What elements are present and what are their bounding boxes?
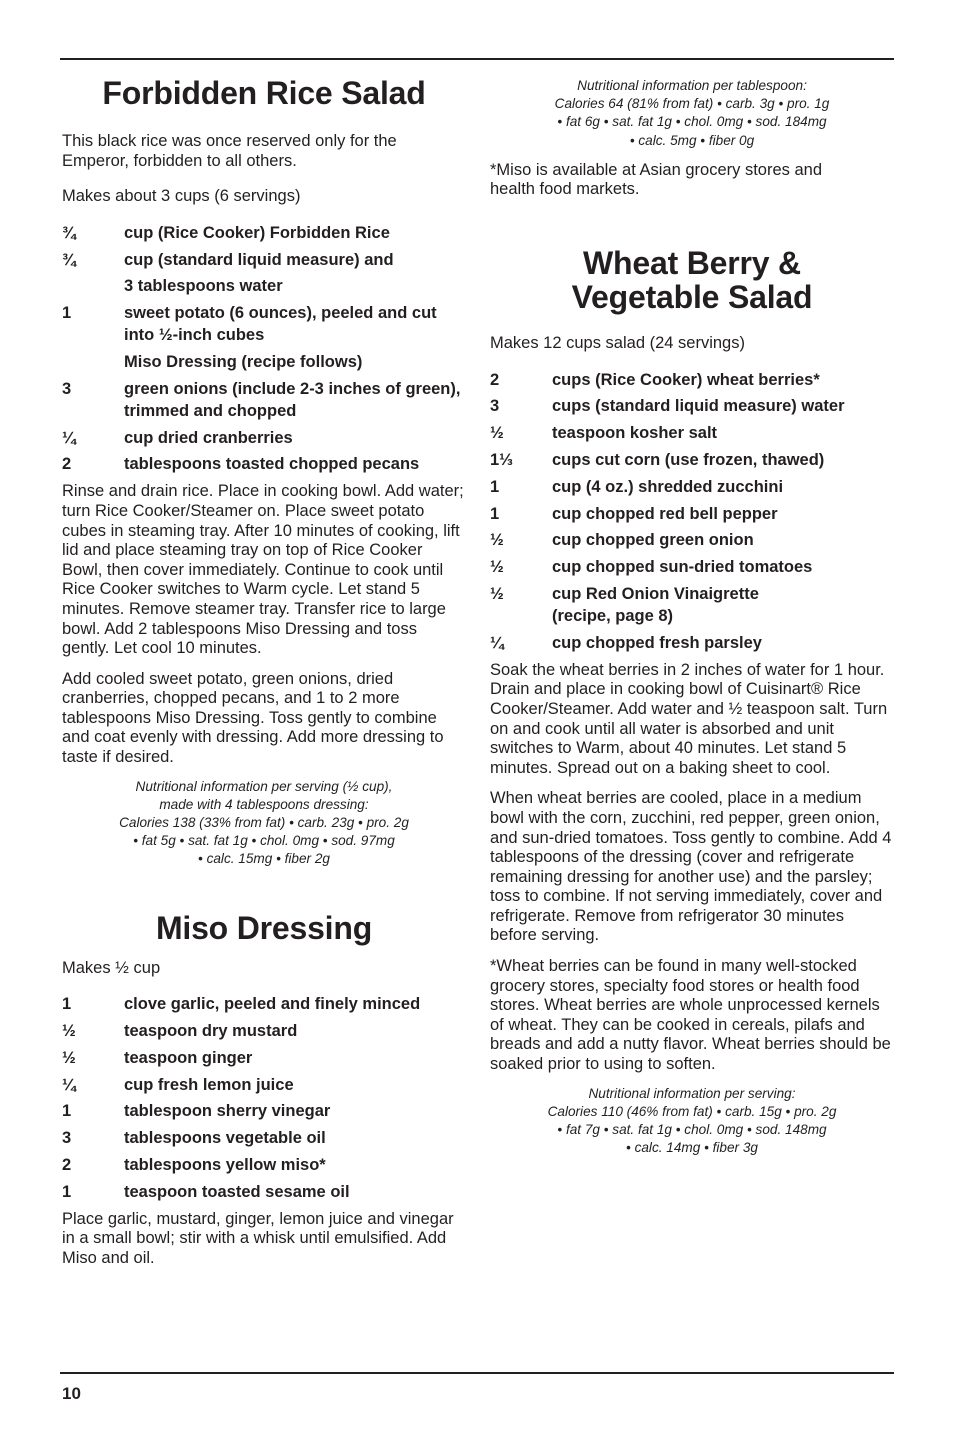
bottom-rule — [60, 1372, 894, 1374]
ingredient-qty: ¼ — [62, 428, 76, 447]
ingredient-row — [490, 369, 894, 391]
ingredient-qty: ½ — [62, 1022, 76, 1041]
nutrition-line: • calc. 14mg • fiber 3g — [626, 1140, 758, 1156]
ingredient-desc: cup (4 oz.) shredded zucchini — [552, 477, 784, 496]
ingredient-qty: 1 — [62, 304, 72, 323]
nutrition-line: Nutritional information per serving: — [588, 1085, 796, 1101]
ingredient-desc: tablespoons vegetable oil — [124, 1129, 326, 1148]
wheat-berry-title-line-1: Wheat Berry & — [583, 245, 801, 281]
ingredient-qty — [62, 351, 124, 373]
miso-dressing-ingredients — [62, 993, 466, 1203]
nutrition-line: made with 4 tablespoons dressing: — [159, 796, 369, 812]
ingredient-row — [490, 632, 894, 654]
ingredient-qty: 3 — [62, 1129, 72, 1148]
ingredient-desc: teaspoon dry mustard — [124, 1022, 298, 1041]
ingredient-row — [490, 583, 894, 627]
forbidden-rice-yield: Makes about 3 cups (6 servings) — [62, 187, 301, 206]
ingredient-desc: cups (Rice Cooker) wheat berries* — [552, 370, 820, 389]
miso-dressing-method: Place garlic, mustard, ginger, lemon juice and vinegar in a small bowl; stir with a whisk until emulsified. Add Miso and oil. — [62, 1209, 454, 1268]
ingredient-row — [62, 1181, 466, 1203]
ingredient-row — [490, 529, 894, 551]
nutrition-line: • fat 7g • sat. fat 1g • chol. 0mg • sod. 148mg — [557, 1122, 827, 1138]
ingredient-row — [62, 1020, 466, 1042]
ingredient-row — [62, 1100, 466, 1122]
ingredient-desc: teaspoon toasted sesame oil — [124, 1182, 350, 1201]
nutrition-line: Calories 110 (46% from fat) • carb. 15g • pro. 2g — [547, 1103, 837, 1119]
nutrition-line: • fat 6g • sat. fat 1g • chol. 0mg • sod. 184mg — [557, 114, 827, 130]
wheat-berry-method-1: Soak the wheat berries in 2 inches of water for 1 hour. Drain and place in cooking bowl of Cuisinart® Rice Cooker/Steamer. Add water and ½ teaspoon salt. Turn on and cook until all water is absorbed and unit switches to Warm, about 40 minutes. Let stand 5 minutes. Spread out on a baking sheet to cool. — [490, 660, 888, 777]
wheat-berry-nutrition — [490, 1085, 894, 1158]
ingredient-desc: cup chopped fresh parsley — [552, 633, 762, 652]
left-column — [62, 60, 466, 1280]
ingredient-qty: 1 — [62, 1182, 72, 1201]
nutrition-line: • fat 5g • sat. fat 1g • chol. 0mg • sod. 97mg — [133, 833, 395, 849]
ingredient-qty: ¾ — [62, 223, 76, 242]
right-column — [490, 60, 894, 1157]
ingredient-desc: cup dried cranberries — [124, 428, 293, 447]
ingredient-row — [62, 427, 466, 449]
ingredient-qty: ½ — [490, 558, 504, 577]
ingredient-desc: tablespoons toasted chopped pecans — [124, 455, 420, 474]
wheat-berry-title-line-2: Vegetable Salad — [571, 279, 813, 315]
ingredient-desc: teaspoon kosher salt — [552, 424, 718, 443]
ingredient-qty: ¼ — [62, 1075, 76, 1094]
ingredient-desc: cup chopped green onion — [552, 531, 754, 550]
ingredient-row — [62, 249, 466, 271]
ingredient-qty — [62, 275, 124, 297]
miso-dressing-yield: Makes ½ cup — [62, 958, 161, 977]
miso-dressing-nutrition — [490, 77, 894, 150]
nutrition-line: Calories 138 (33% from fat) • carb. 23g • pro. 2g — [119, 815, 409, 831]
forbidden-rice-intro: This black rice was once reserved only for the Emperor, forbidden to all others. — [62, 132, 397, 170]
ingredient-qty: ½ — [490, 424, 504, 443]
ingredient-desc: Miso Dressing (recipe follows) — [124, 352, 363, 371]
ingredient-row — [62, 1074, 466, 1096]
ingredient-desc: cup (standard liquid measure) and — [124, 250, 394, 269]
ingredient-row — [62, 993, 466, 1015]
ingredient-desc: cups (standard liquid measure) water — [552, 397, 845, 416]
page-number: 10 — [62, 1384, 81, 1403]
ingredient-desc: cup (Rice Cooker) Forbidden Rice — [124, 223, 390, 242]
ingredient-qty: 3 — [490, 397, 500, 416]
ingredient-qty: 1 — [490, 477, 500, 496]
ingredient-desc: teaspoon ginger — [124, 1048, 253, 1067]
wheat-berry-method-2: When wheat berries are cooled, place in a medium bowl with the corn, zucchini, red pepper, green onion, and sun-dried tomatoes. Toss gently to combine. Add 4 tablespoons of the dressing (cover and refrigerate remaining dressing for another use) and the parsley; toss to combine. If not serving immediately, cover and refrigerate. Remove from refrigerator 30 minutes before serving. — [490, 789, 892, 945]
ingredient-row — [62, 1047, 466, 1069]
wheat-berry-ingredients — [490, 369, 894, 654]
forbidden-rice-method-1: Rinse and drain rice. Place in cooking bowl. Add water; turn Rice Cooker/Steamer on. Place sweet potato cubes in steaming tray. After 10 minutes of cooking, lift lid and place steaming tray on top of Rice Cooker Bowl, then cover immediately. Continue to cook until Rice Cooker switches to Warm cycle. Let stand 5 minutes. Remove steamer tray. Transfer rice to large bowl. Add 2 tablespoons Miso Dressing and toss gently. Let cool 10 minutes. — [62, 482, 464, 658]
ingredient-qty: 3 — [62, 379, 72, 398]
ingredient-qty: ¾ — [62, 250, 76, 269]
ingredient-qty: ¼ — [490, 633, 504, 652]
wheat-berry-yield: Makes 12 cups salad (24 servings) — [490, 334, 745, 352]
ingredient-desc: green onions (include 2-3 inches of green), trimmed and chopped — [124, 379, 461, 420]
nutrition-line: Nutritional information per tablespoon: — [577, 78, 807, 93]
ingredient-row — [490, 476, 894, 498]
miso-dressing-title: Miso Dressing — [155, 909, 373, 946]
forbidden-rice-nutrition — [62, 778, 466, 869]
ingredient-desc: cups cut corn (use frozen, thawed) — [552, 450, 825, 469]
nutrition-line: Nutritional information per serving (½ cup), — [135, 778, 393, 794]
ingredient-desc: 3 tablespoons water — [124, 277, 283, 296]
ingredient-row — [490, 556, 894, 578]
ingredient-qty: 2 — [490, 370, 500, 389]
ingredient-row — [490, 503, 894, 525]
nutrition-line: Calories 64 (81% from fat) • carb. 3g • pro. 1g — [554, 96, 830, 112]
ingredient-qty: 1 — [490, 504, 500, 523]
ingredient-qty: 1 — [62, 1102, 72, 1121]
nutrition-line: • calc. 5mg • fiber 0g — [629, 132, 755, 148]
ingredient-row — [62, 378, 466, 422]
ingredient-row — [62, 275, 466, 297]
ingredient-qty: ½ — [490, 584, 504, 603]
ingredient-row — [62, 453, 466, 475]
ingredient-qty: ½ — [490, 531, 504, 550]
ingredient-desc: cup Red Onion Vinaigrette (recipe, page 8) — [552, 584, 759, 625]
ingredient-qty: 2 — [62, 1156, 72, 1175]
miso-footnote: *Miso is available at Asian grocery stores and health food markets. — [490, 160, 822, 199]
ingredient-desc: cup fresh lemon juice — [124, 1075, 294, 1094]
forbidden-rice-salad-title: Forbidden Rice Salad — [102, 75, 426, 111]
ingredient-row — [490, 449, 894, 471]
ingredient-qty: 2 — [62, 455, 72, 474]
ingredient-desc: tablespoons yellow miso* — [124, 1156, 326, 1175]
ingredient-desc: cup chopped red bell pepper — [552, 504, 778, 523]
ingredient-row — [62, 302, 466, 346]
ingredient-desc: clove garlic, peeled and finely minced — [124, 995, 421, 1014]
ingredient-desc: sweet potato (6 ounces), peeled and cut into ½-inch cubes — [124, 304, 437, 345]
ingredient-qty: 1⅓ — [490, 450, 513, 469]
ingredient-row — [62, 1127, 466, 1149]
nutrition-line: • calc. 15mg • fiber 2g — [198, 851, 330, 867]
ingredient-row — [62, 222, 466, 244]
wheat-berry-footnote: *Wheat berries can be found in many well-stocked grocery stores, specialty food stores or health food stores. Wheat berries are whole unprocessed kernels of wheat. They can be cooked in cereals, pilafs and breads and add a nutty flavor. Wheat berries should be soaked prior to using to soften. — [490, 957, 891, 1074]
ingredient-row — [62, 1154, 466, 1176]
ingredient-row — [490, 422, 894, 444]
ingredient-row — [490, 395, 894, 417]
ingredient-desc: cup chopped sun-dried tomatoes — [552, 558, 813, 577]
ingredient-qty: 1 — [62, 995, 72, 1014]
ingredient-qty: ½ — [62, 1048, 76, 1067]
forbidden-rice-ingredients — [62, 222, 466, 476]
ingredient-desc: tablespoon sherry vinegar — [124, 1102, 331, 1121]
ingredient-row — [62, 351, 466, 373]
forbidden-rice-method-2: Add cooled sweet potato, green onions, dried cranberries, chopped pecans, and 1 to 2 more tablespoons Miso Dressing. Toss gently to combine and coat evenly with dressing. Add more dressing to taste if desired. — [62, 669, 444, 767]
